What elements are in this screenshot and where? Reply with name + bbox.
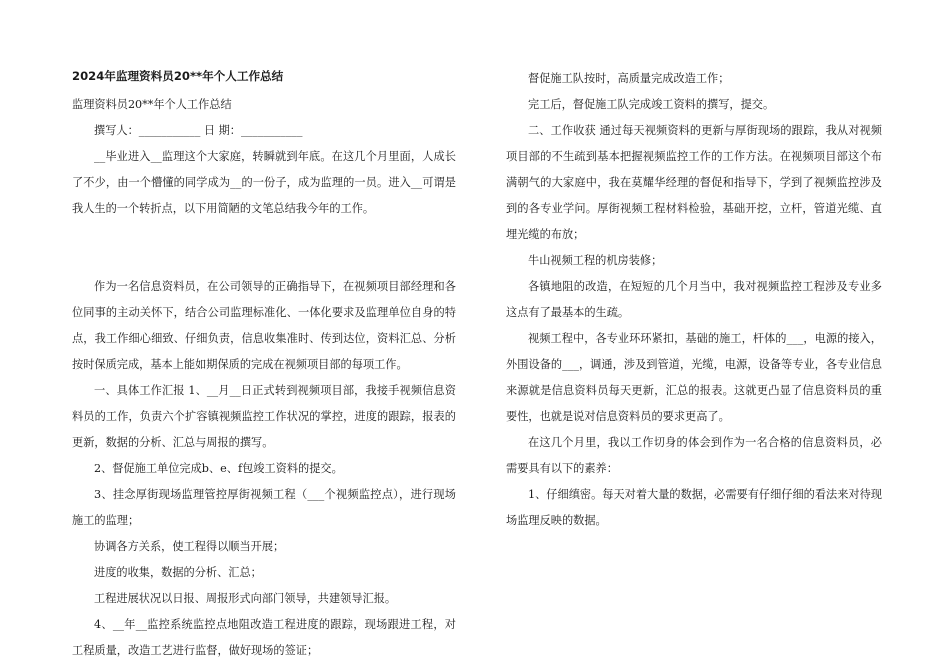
paragraph-quality-1: 1、仔细缜密。每天对着大量的数据，必需要有仔细仔细的看法来对待现场监理反映的数据。 — [506, 488, 882, 527]
blank-line — [72, 248, 456, 274]
paragraph-niushan: 牛山视频工程的机房装修； — [528, 254, 663, 267]
paragraph-item-3: 3、挂念厚街现场监理管控厚街视频工程（___个视频监控点），进行现场施工的监理； — [72, 488, 456, 527]
left-column — [72, 66, 456, 664]
paragraph-completion: 完工后，督促施工队完成竣工资料的撰写，提交。 — [528, 98, 775, 111]
paragraph-gains: 二、工作收获 通过每天视频资料的更新与厚街现场的跟踪，我从对视频项目部的不生疏到基本把握视频监控工作的工作方法。在视频项目部这个布满朝气的大家庭中，我在莫耀华经理的督促和指导下，学到了视频监控涉及到的各专业学问。厚街视频工程材料检验，基础开挖，立杆，管道光缆、直埋光缆的布放； — [506, 124, 882, 241]
paragraph-coordination: 协调各方关系，使工程得以顺当开展； — [94, 540, 285, 553]
blank-line — [72, 222, 456, 248]
paragraph-item-4: 4、__年__监控系统监控点地阻改造工程进度的跟踪，现场跟进工程，对工程质量，改造工艺进行监督，做好现场的签证； — [72, 618, 456, 657]
paragraph-item-2: 2、督促施工单位完成b、e、f包竣工资料的提交。 — [94, 462, 343, 475]
paragraph-progress: 进度的收集，数据的分析、汇总； — [94, 566, 262, 579]
paragraph-intro: __毕业进入__监理这个大家庭，转瞬就到年底。在这几个月里面，人成长了不少，由一个懵懂的同学成为__的一份子，成为监理的一员。进入__可谓是我人生的一个转折点，以下用简陋的文笔总结我今年的工作。 — [72, 150, 456, 215]
document-title: 2024年监理资料员20**年个人工作总结 — [72, 69, 284, 83]
paragraph-reporting: 工程进展状况以日报、周报形式向部门领导，共建领导汇报。 — [94, 592, 397, 605]
paragraph-video-project: 视频工程中，各专业环环紧扣，基础的施工，杆体的___，电源的接入，外围设备的___，调通，涉及到管道，光缆，电源，设备等专业，各专业信息来源就是信息资料员每天更新，汇总的报表。这就更凸显了信息资料员的重要性，也就是说对信息资料员的要求更高了。 — [506, 332, 882, 423]
document-subtitle: 监理资料员20**年个人工作总结 — [72, 98, 232, 111]
paragraph-qualities: 在这几个月里，我以工作切身的体会到作为一名合格的信息资料员，必需要具有以下的素养： — [506, 436, 882, 475]
right-column — [506, 66, 882, 534]
paragraph-renovation: 各镇地阻的改造，在短短的几个月当中，我对视频监控工程涉及专业多这点有了最基本的生疏。 — [506, 280, 882, 319]
author-date-line: 撰写人：___________ 日 期：___________ — [94, 124, 303, 137]
paragraph-supervise: 督促施工队按时，高质量完成改造工作； — [528, 72, 730, 85]
paragraph-work-report: 一、具体工作汇报 1、__月__日正式转到视频项目部，我接手视频信息资料员的工作，负责六个扩容镇视频监控工作状况的掌控，进度的跟踪，报表的更新，数据的分析、汇总与周报的撰写。 — [72, 384, 456, 449]
paragraph-role: 作为一名信息资料员，在公司领导的正确指导下，在视频项目部经理和各位同事的主动关怀下，结合公司监理标准化、一体化要求及监理单位自身的特点，我工作细心细致、仔细负责，信息收集准时、传到达位，资料汇总、分析按时保质完成，基本上能如期保质的完成在视频项目部的每项工作。 — [72, 280, 456, 371]
